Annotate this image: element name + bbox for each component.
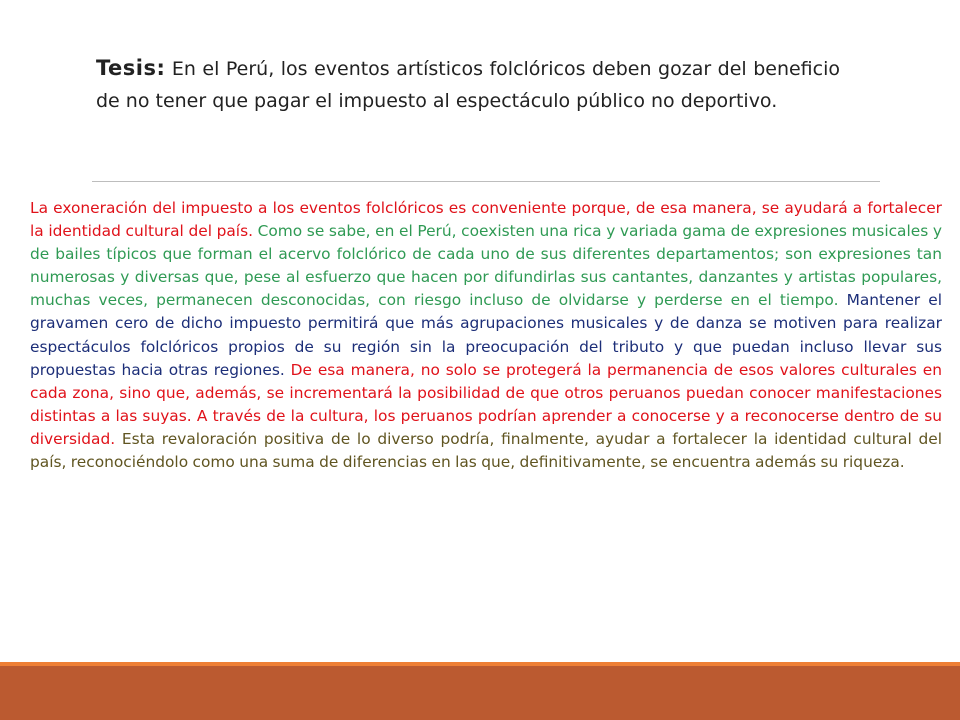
argument-main-claim: La exoneración del impuesto a los eventos folclóricos es conveniente porque, de esa manera, se ayudará a fortalecer la identidad cultural del país. bbox=[30, 199, 942, 241]
argument-consequence: De esa manera, no solo se protegerá la permanencia de esos valores culturales en cada zona, sino que, además, se incrementará la posibilidad de que otros peruanos puedan conocer manifestaciones distintas a las suyas. A través de la cultura, los peruanos podrían aprender a conocerse y a reconocerse dentro de su diversidad. bbox=[30, 360, 942, 448]
argument-context: Como se sabe, en el Perú, coexisten una rica y variada gama de expresiones musicales y de bailes típicos que forman el acervo folclórico de cada uno de sus diferentes departamentos; son expresiones tan numerosas y diversas que, pese al esfuerzo que hacen por difundirlas sus cantantes, danzantes y artistas populares, muchas veces, permanecen desconocidas, con riesgo incluso de olvidarse y perderse en el tiempo. bbox=[30, 222, 942, 310]
footer-bar bbox=[0, 666, 960, 720]
thesis-label: Tesis: bbox=[96, 56, 166, 80]
thesis-statement bbox=[96, 52, 840, 117]
argument-paragraph bbox=[30, 197, 942, 474]
argument-reason: Mantener el gravamen cero de dicho impuesto permitirá que más agrupaciones musicales y de danza se motiven para realizar espectáculos folclóricos propios de su región sin la preocupación del tributo y que puedan incluso llevar sus propuestas hacia otras regiones. bbox=[30, 291, 942, 379]
divider-line bbox=[92, 181, 880, 182]
argument-conclusion: Esta revaloración positiva de lo diverso podría, finalmente, ayudar a fortalecer la identidad cultural del país, reconociéndolo como una suma de diferencias en las que, definitivamente, se encuentra además su riqueza. bbox=[30, 429, 942, 472]
thesis-text: En el Perú, los eventos artísticos folclóricos deben gozar del beneficio de no tener que pagar el impuesto al espectáculo público no deportivo. bbox=[96, 58, 840, 112]
